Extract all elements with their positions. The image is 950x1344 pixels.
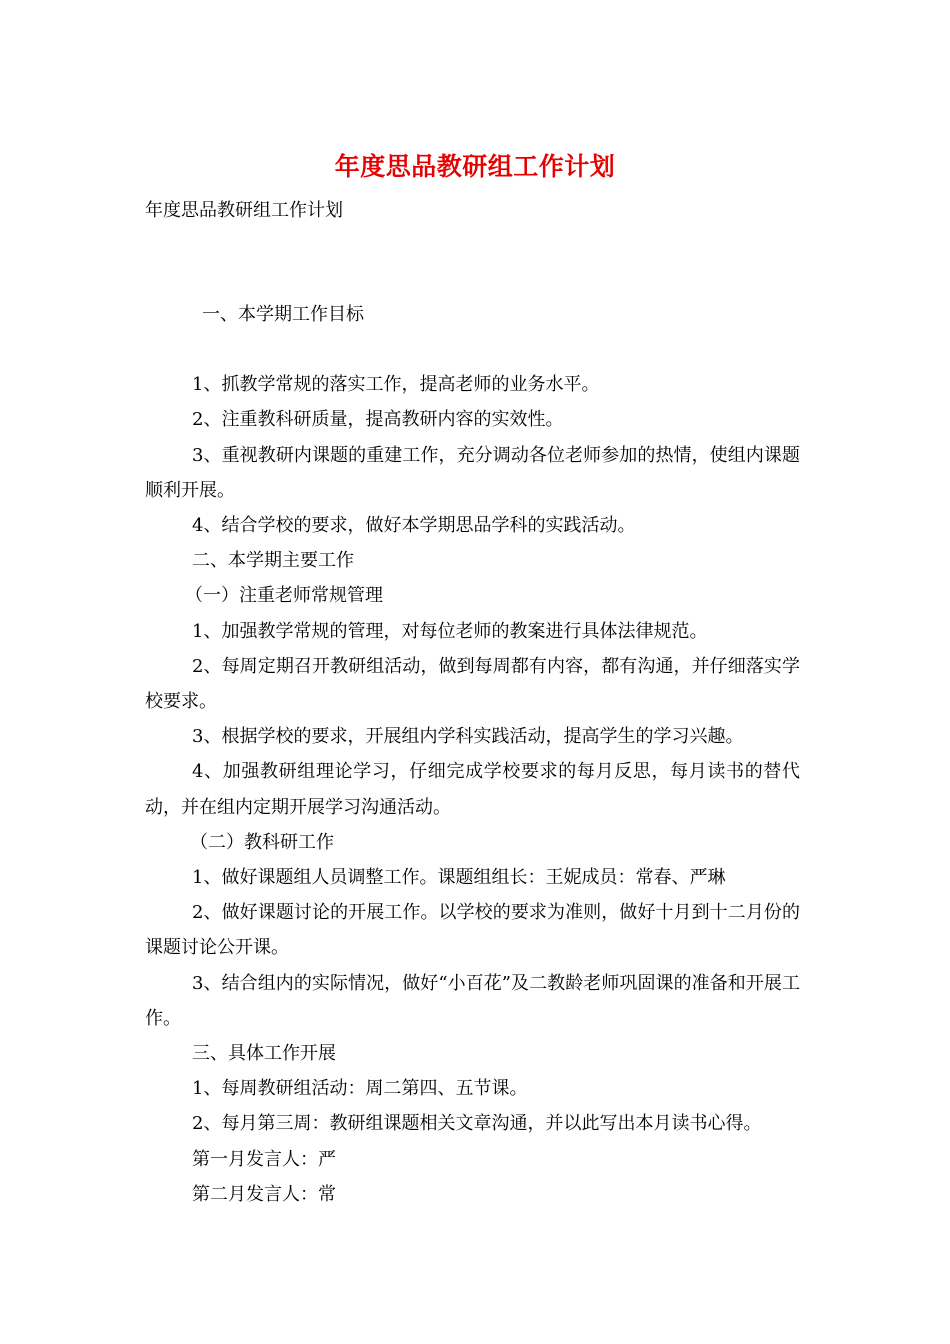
paragraph: 4、加强教研组理论学习，仔细完成学校要求的每月反思，每月读书的替代动，并在组内定期开展学习沟通活动。 [145,761,800,818]
paragraph: 1、抓教学常规的落实工作，提高老师的业务水平。 [192,374,600,396]
paragraph: 2、做好课题讨论的开展工作。以学校的要求为准则，做好十月到十二月份的课题讨论公开课。 [145,902,800,959]
paragraph: 第一月发言人：严 [192,1148,336,1170]
paragraph: 2、注重教科研质量，提高教研内容的实效性。 [192,409,564,431]
paragraph: 4、结合学校的要求，做好本学期思品学科的实践活动。 [192,515,636,537]
paragraph: 3、根据学校的要求，开展组内学科实践活动，提高学生的学习兴趣。 [192,726,744,748]
section-heading-main-work: 二、本学期主要工作 [192,550,354,572]
section-heading-goals: 一、本学期工作目标 [202,304,364,325]
subsection-heading-research: （二）教科研工作 [190,831,334,853]
document-body [145,297,800,1212]
subsection-heading-routine: （一）注重老师常规管理 [185,585,383,607]
paragraph: 1、加强教学常规的管理，对每位老师的教案进行具体法律规范。 [192,620,708,642]
document-title: 年度思品教研组工作计划 [334,152,616,181]
document-subtitle: 年度思品教研组工作计划 [145,200,343,221]
paragraph: 3、重视教研内课题的重建工作，充分调动各位老师参加的热情，使组内课题顺利开展。 [145,444,800,501]
section-heading-specific-work: 三、具体工作开展 [192,1043,336,1065]
paragraph: 1、每周教研组活动：周二第四、五节课。 [192,1078,528,1100]
paragraph: 第二月发言人：常 [192,1183,336,1205]
paragraph: 2、每周定期召开教研组活动，做到每周都有内容，都有沟通，并仔细落实学校要求。 [145,655,800,713]
paragraph: 2、每月第三周：教研组课题相关文章沟通，并以此写出本月读书心得。 [192,1113,762,1135]
paragraph: 1、做好课题组人员调整工作。课题组组长：王妮成员：常春、严琳 [192,867,726,889]
paragraph: 3、结合组内的实际情况，做好“小百花”及二教龄老师巩固课的准备和开展工作。 [145,972,800,1029]
